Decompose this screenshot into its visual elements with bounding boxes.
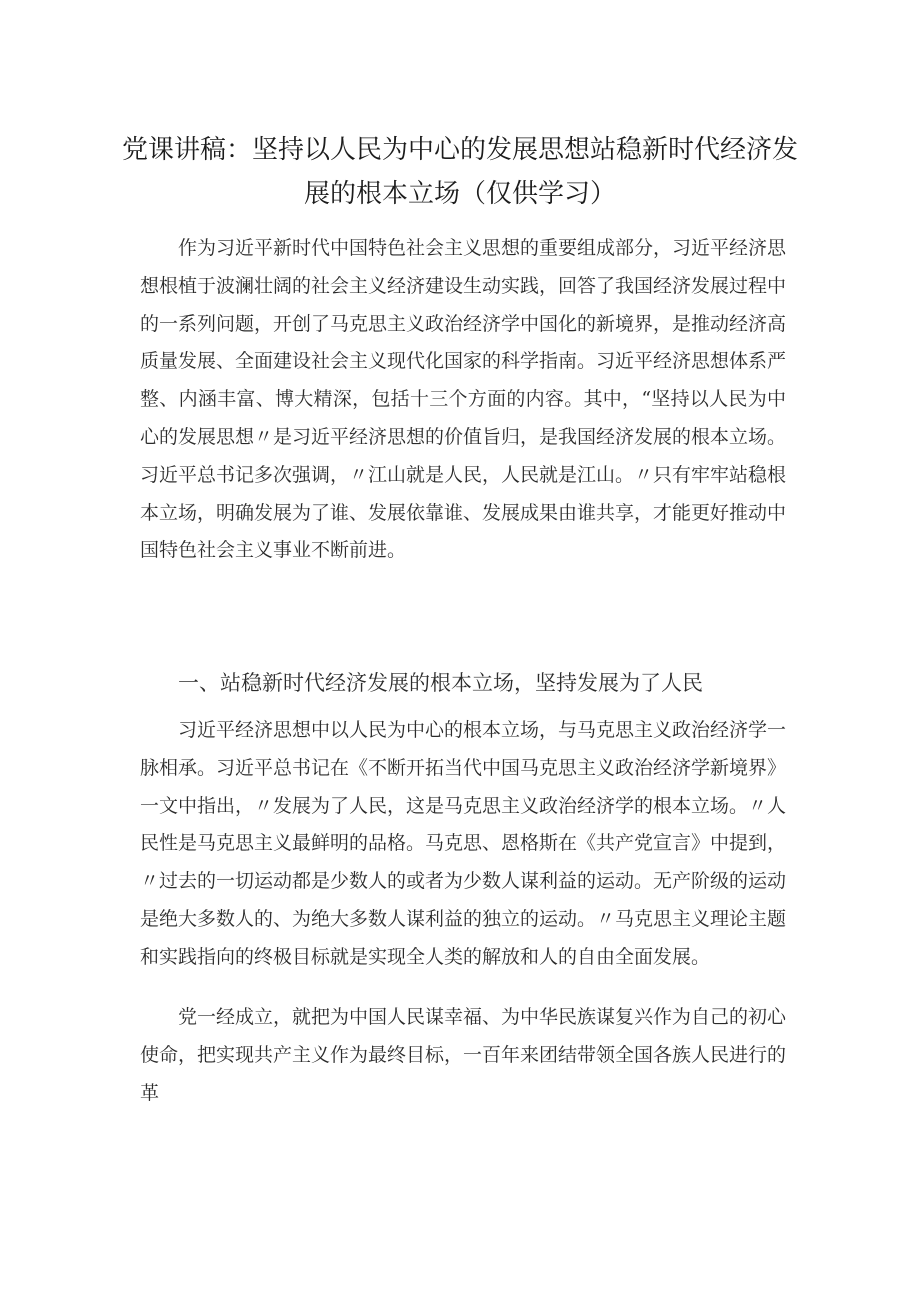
section-heading-1: 一、站稳新时代经济发展的根本立场，坚持发展为了人民 <box>178 671 703 695</box>
paragraph-intro: 作为习近平新时代中国特色社会主义思想的重要组成部分，习近平经济思想根植于波澜壮阔的社会主义经济建设生动实践，回答了我国经济发展过程中的一系列问题，开创了马克思主义政治经济学中国化的新境界，是推动经济高质量发展、全面建设社会主义现代化国家的科学指南。习近平经济思想体系严整、内涵丰富、博大精深，包括十三个方面的内容。其中，“坚持以人民为中心的发展思想〃是习近平经济思想的价值旨归，是我国经济发展的根本立场。习近平总书记多次强调，〃江山就是人民，人民就是江山。〃只有牢牢站稳根本立场，明确发展为了谁、发展依靠谁、发展成果由谁共享，才能更好推动中国特色社会主义事业不断前进。 <box>140 237 787 562</box>
document-title: 党课讲稿：坚持以人民为中心的发展思想站稳新时代经济发展的根本立场（仅供学习） <box>121 135 798 209</box>
paragraph-section-1-a: 习近平经济思想中以人民为中心的根本立场，与马克思主义政治经济学一脉相承。习近平总书记在《不断开拓当代中国马克思主义政治经济学新境界》一文中指出，〃发展为了人民，这是马克思主义政治经济学的根本立场。〃人民性是马克思主义最鲜明的品格。马克思、恩格斯在《共产党宣言》中提到，〃过去的一切运动都是少数人的或者为少数人谋利益的运动。无产阶级的运动是绝大多数人的、为绝大多数人谋利益的独立的运动。〃马克思主义理论主题和实践指向的终极目标就是实现全人类的解放和人的自由全面发展。 <box>140 719 787 968</box>
paragraph-section-1-b: 党一经成立，就把为中国人民谋幸福、为中华民族谋复兴作为自己的初心使命，把实现共产主义作为最终目标，一百年来团结带领全国各族人民进行的革 <box>140 1006 787 1104</box>
